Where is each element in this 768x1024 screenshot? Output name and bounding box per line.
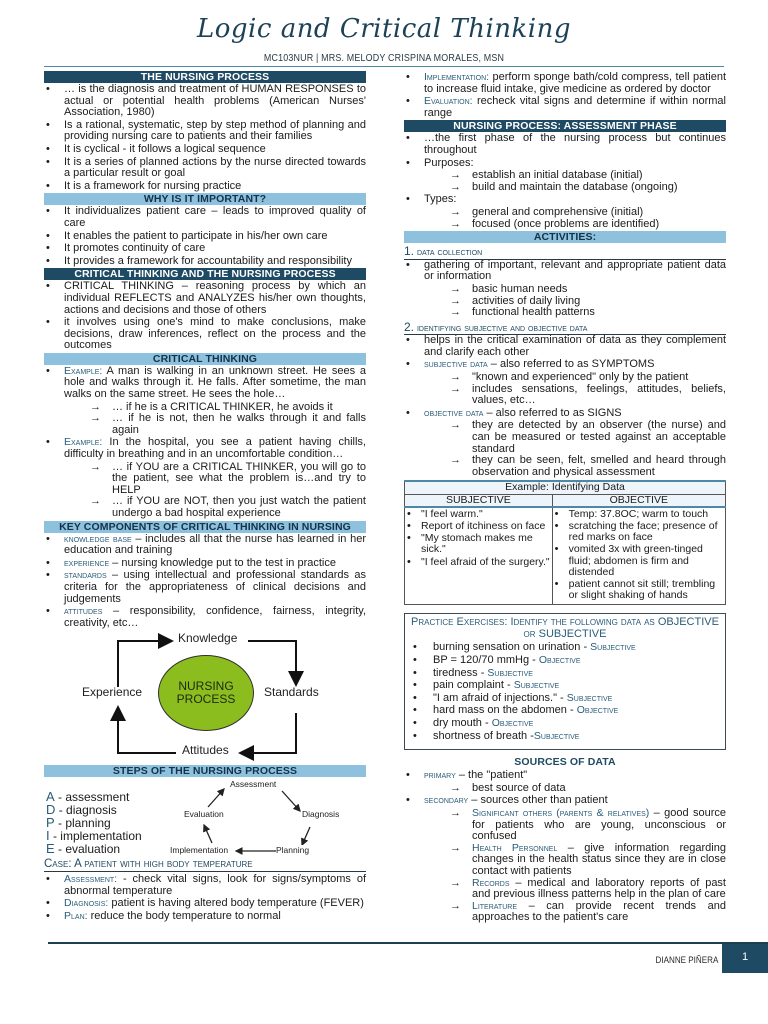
term: knowledge base bbox=[64, 532, 132, 545]
section-heading-nursing-process: THE NURSING PROCESS bbox=[44, 71, 366, 83]
list-item: • Assessment: - check vital signs, look for signs/symptoms of abnormal temperature bbox=[44, 874, 366, 897]
practice-item: • "I am afraid of injections." - Subjective bbox=[411, 693, 719, 705]
adpie-item: D - diagnosis bbox=[46, 802, 117, 818]
example-label: Example: bbox=[64, 364, 103, 377]
nursing-process-circle bbox=[158, 655, 254, 731]
list-item: • objective data – also referred to as SIGNS → they are detected by an observer (the nurse) and can be measured or tested against an acceptable standard → they can be seen, felt, smelled and heard through observation and physical assessment bbox=[404, 408, 726, 479]
section-heading-critical-thinking: CRITICAL THINKING bbox=[44, 353, 366, 365]
arrow-item: → … if YOU are a CRITICAL THINKER, you will go to the patient, see what the problem is…and try to HELP bbox=[64, 462, 366, 497]
table-item: • Temp: 37.8OC; warm to touch bbox=[553, 509, 723, 520]
term: standards bbox=[64, 569, 107, 582]
arrow-item: → establish an initial database (initial) bbox=[424, 170, 726, 182]
center-label: NURSING bbox=[178, 679, 234, 694]
section-heading-steps: STEPS OF THE NURSING PROCESS bbox=[44, 765, 366, 777]
table-item: • "I feel afraid of the surgery." bbox=[405, 557, 550, 568]
label-knowledge: Knowledge bbox=[178, 631, 238, 646]
arrow-item: → they are detected by an observer (the nurse) and can be measured or tested against an acceptable standard bbox=[424, 420, 726, 455]
section-heading-ct-and-np: CRITICAL THINKING AND THE NURSING PROCESS bbox=[44, 268, 366, 280]
example-text: In the hospital, you see a patient having chills, difficulty in breathing and in an uncomfortable condition… bbox=[64, 436, 366, 461]
cycle-diagnosis: Diagnosis bbox=[302, 809, 340, 820]
list-item: • It is a series of planned actions by the nurse directed towards a particular result or goal bbox=[44, 157, 366, 180]
definition: – nursing knowledge put to the test in practice bbox=[109, 556, 336, 569]
footer-divider bbox=[48, 942, 768, 944]
example-text: A man is walking in an unknown street. He sees a hole and walks through it. He falls. After sometime, the man walks on the same street. He sees the hole… bbox=[64, 364, 366, 401]
answer: Objective bbox=[576, 704, 619, 717]
table-item: • Report of itchiness on face bbox=[405, 521, 550, 532]
arrow-item: → Literature – can provide recent trends and approaches to the patient's care bbox=[424, 901, 726, 924]
answer: Objective bbox=[538, 654, 581, 667]
list-item: • Plan: reduce the body temperature to normal bbox=[44, 911, 366, 923]
example-label: Example: bbox=[64, 436, 103, 449]
list-item: • subjective data – also referred to as SYMPTOMS → "known and experienced" only by the patient → includes sensations, feelings, attitudes, beliefs, values, etc… bbox=[404, 359, 726, 406]
adpie-item: P - planning bbox=[46, 814, 111, 830]
answer: Subjective bbox=[566, 691, 613, 704]
definition: – using intellectual and professional standards as criteria for the appropriateness of clinical decisions and judgements bbox=[64, 569, 366, 605]
arrow-item: → basic human needs bbox=[424, 284, 726, 296]
section-heading-assessment-phase: NURSING PROCESS: ASSESSMENT PHASE bbox=[404, 120, 726, 132]
practice-item: • shortness of breath -Subjective bbox=[411, 731, 719, 743]
practice-item: • BP = 120/70 mmHg - Objective bbox=[411, 655, 719, 667]
adpie-item: E - evaluation bbox=[46, 840, 121, 856]
definition: – responsibility, confidence, fairness, integrity, creativity, etc… bbox=[64, 605, 366, 629]
right-column bbox=[404, 72, 726, 925]
page-subtitle: MC103NUR | MRS. MELODY CRISPINA MORALES, MSN bbox=[263, 52, 505, 64]
adpie-item: I - implementation bbox=[46, 827, 142, 843]
cycle-assessment: Assessment bbox=[230, 779, 277, 790]
ct-np-list bbox=[44, 281, 366, 352]
practice-item: • pain complaint - Subjective bbox=[411, 680, 719, 692]
list-item: • It promotes continuity of care bbox=[44, 243, 366, 255]
practice-heading: Practice Exercises: Identify the following data as OBJECTIVE or SUBJECTIVE bbox=[411, 616, 719, 640]
list-item: • Is a rational, systematic, step by step method of planning and providing nursing care to patients and their families bbox=[44, 120, 366, 143]
table-item: • scratching the face; presence of red marks on face bbox=[553, 521, 723, 543]
data-collection-list bbox=[404, 260, 726, 319]
arrow-item: → functional health patterns bbox=[424, 307, 726, 319]
arrow-item: → includes sensations, feelings, attitudes, beliefs, values, etc… bbox=[424, 384, 726, 407]
sources-list bbox=[404, 770, 726, 924]
cycle-implementation: Implementation bbox=[170, 845, 229, 856]
practice-item: • hard mass on the abdomen - Objective bbox=[411, 705, 719, 717]
list-item bbox=[44, 606, 366, 629]
practice-item: • tiredness - Subjective bbox=[411, 668, 719, 680]
list-item: • primary – the "patient" → best source of data bbox=[404, 770, 726, 794]
case-list bbox=[44, 874, 366, 922]
list-item: • It provides a framework for accountability and responsibility bbox=[44, 256, 366, 268]
practice-item: • burning sensation on urination - Subjective bbox=[411, 642, 719, 654]
page-number: 1 bbox=[722, 944, 768, 973]
center-label: PROCESS bbox=[176, 692, 236, 707]
practice-item: • dry mouth - Objective bbox=[411, 718, 719, 730]
list-item: • Implementation: perform sponge bath/cold compress, tell patient to increase fluid intake, give medicine as ordered by doctor bbox=[404, 72, 726, 95]
footer-author: DIANNE PIÑERA bbox=[655, 955, 719, 966]
term: attitudes bbox=[64, 605, 103, 618]
column-header-objective: OBJECTIVE bbox=[552, 494, 725, 507]
subjective-cell bbox=[405, 507, 553, 605]
arrow-item: → Health Personnel – give information regarding changes in the health status since they are in close contact with patients bbox=[424, 843, 726, 878]
list-item: • Evaluation: recheck vital signs and determine if within normal range bbox=[404, 96, 726, 119]
arrow-item: → Records – medical and laboratory reports of past and previous illness patterns help in the plan of care bbox=[424, 878, 726, 901]
list-item bbox=[44, 558, 366, 570]
definition: – includes all that the nurse has learned in her education and training bbox=[64, 532, 366, 557]
case-heading: Case: A patient with high body temperature bbox=[44, 859, 366, 872]
table-item: • "My stomach makes me sick." bbox=[405, 533, 550, 555]
list-item bbox=[44, 570, 366, 605]
cycle-planning: Planning bbox=[276, 845, 310, 856]
answer: Subjective bbox=[590, 641, 636, 654]
list-item: • Purposes: → establish an initial database (initial) → build and maintain the database (ongoing) bbox=[404, 158, 726, 194]
arrow-item: → best source of data bbox=[424, 783, 726, 795]
objective-cell bbox=[552, 507, 725, 605]
arrow-item: → … if he is a CRITICAL THINKER, he avoids it bbox=[64, 402, 366, 414]
subheading-identifying-data: 2. identifying subjective and objective data bbox=[404, 322, 726, 336]
term: experience bbox=[64, 556, 110, 569]
case-continued-list bbox=[404, 72, 726, 119]
list-item: • gathering of important, relevant and appropriate patient data or information → basic human needs → activities of daily living → functional health patterns bbox=[404, 260, 726, 319]
why-important-list bbox=[44, 206, 366, 267]
critical-thinking-examples bbox=[44, 366, 366, 520]
list-item: • …the first phase of the nursing process but continues throughout bbox=[404, 133, 726, 156]
list-item: • … is the diagnosis and treatment of HUMAN RESPONSES to actual or potential health problems (American Nurses' Association, 1980) bbox=[44, 84, 366, 119]
table-item: • "I feel warm." bbox=[405, 509, 550, 520]
adpie-list bbox=[46, 791, 142, 855]
example-item bbox=[44, 437, 366, 519]
answer: Subjective bbox=[487, 666, 533, 679]
example-item bbox=[44, 366, 366, 437]
label-standards: Standards bbox=[264, 685, 319, 700]
left-column bbox=[44, 70, 366, 923]
key-components-diagram bbox=[44, 633, 366, 761]
identifying-list bbox=[404, 335, 726, 478]
adpie-item: A - assessment bbox=[46, 789, 130, 805]
header-divider bbox=[44, 66, 724, 67]
list-item: • It is a framework for nursing practice bbox=[44, 181, 366, 193]
arrow-item: → Significant others (parents & relatives) – good source for patients who are young, unconscious or confused bbox=[424, 808, 726, 843]
example-identifying-data-table bbox=[404, 480, 726, 605]
label-attitudes: Attitudes bbox=[182, 743, 229, 758]
key-components-list bbox=[44, 534, 366, 630]
list-item: • helps in the critical examination of data as they complement and clarify each other bbox=[404, 335, 726, 358]
section-heading-sources: SOURCES OF DATA bbox=[514, 756, 616, 769]
arrow-item: → build and maintain the database (ongoing) bbox=[424, 182, 726, 194]
table-caption: Example: Identifying Data bbox=[405, 481, 726, 494]
arrow-item: → activities of daily living bbox=[424, 296, 726, 308]
practice-exercises-box bbox=[404, 613, 726, 750]
list-item: • secondary – sources other than patient → Significant others (parents & relatives) – good source for patients who are young, unconscious or confused → Health Personnel – give information regarding changes in the health status since they are in close contact with patients → Records – medical and laboratory reports of past and previous illness patterns help in the plan of care → Literature – can provide recent trends and approaches to the patient's care bbox=[404, 795, 726, 924]
table-item: • vomited 3x with green-tinged fluid; abdomen is firm and distended bbox=[553, 544, 723, 578]
arrow-item: → they can be seen, felt, smelled and heard through observation and physical assessment bbox=[424, 455, 726, 478]
answer: Subjective bbox=[533, 729, 580, 742]
list-item: • CRITICAL THINKING – reasoning process by which an individual REFLECTS and ANALYZES his/her own thoughts, actions and decisions and those of others bbox=[44, 281, 366, 316]
nursing-process-list bbox=[44, 84, 366, 192]
list-item: • it involves using one's mind to make conclusions, make decisions, draw inferences, reflect on the process and the outcomes bbox=[44, 317, 366, 352]
arrow-item: → focused (once problems are identified) bbox=[424, 219, 726, 231]
answer: Subjective bbox=[513, 679, 560, 692]
list-item bbox=[44, 534, 366, 557]
list-item: • Types: → general and comprehensive (initial) → focused (once problems are identified) bbox=[404, 194, 726, 230]
arrow-item: → … if YOU are NOT, then you just watch the patient undergo a bad hospital experience bbox=[64, 496, 366, 519]
steps-block bbox=[44, 779, 366, 855]
list-item: • It individualizes patient care – leads to improved quality of care bbox=[44, 206, 366, 229]
page-title: Logic and Critical Thinking bbox=[196, 14, 571, 44]
section-heading-activities: ACTIVITIES: bbox=[404, 231, 726, 243]
list-item: • It is cyclical - it follows a logical sequence bbox=[44, 144, 366, 156]
arrow-item: → general and comprehensive (initial) bbox=[424, 207, 726, 219]
cycle-evaluation: Evaluation bbox=[184, 809, 224, 820]
section-heading-why-important: WHY IS IT IMPORTANT? bbox=[44, 193, 366, 205]
list-item: • It enables the patient to participate in his/her own care bbox=[44, 231, 366, 243]
table-item: • patient cannot sit still; trembling or slight shaking of hands bbox=[553, 579, 723, 601]
assessment-phase-list bbox=[404, 133, 726, 230]
list-item: • Diagnosis: patient is having altered body temperature (FEVER) bbox=[44, 898, 366, 910]
subheading-data-collection: 1. data collection bbox=[404, 246, 726, 260]
arrow-item: → "known and experienced" only by the patient bbox=[424, 372, 726, 384]
arrow-item: → … if he is not, then he walks through it and falls again bbox=[64, 413, 366, 436]
section-heading-key-components: KEY COMPONENTS OF CRITICAL THINKING IN NURSING bbox=[44, 521, 366, 533]
answer: Objective bbox=[491, 717, 534, 729]
label-experience: Experience bbox=[82, 685, 143, 700]
column-header-subjective: SUBJECTIVE bbox=[405, 494, 553, 507]
